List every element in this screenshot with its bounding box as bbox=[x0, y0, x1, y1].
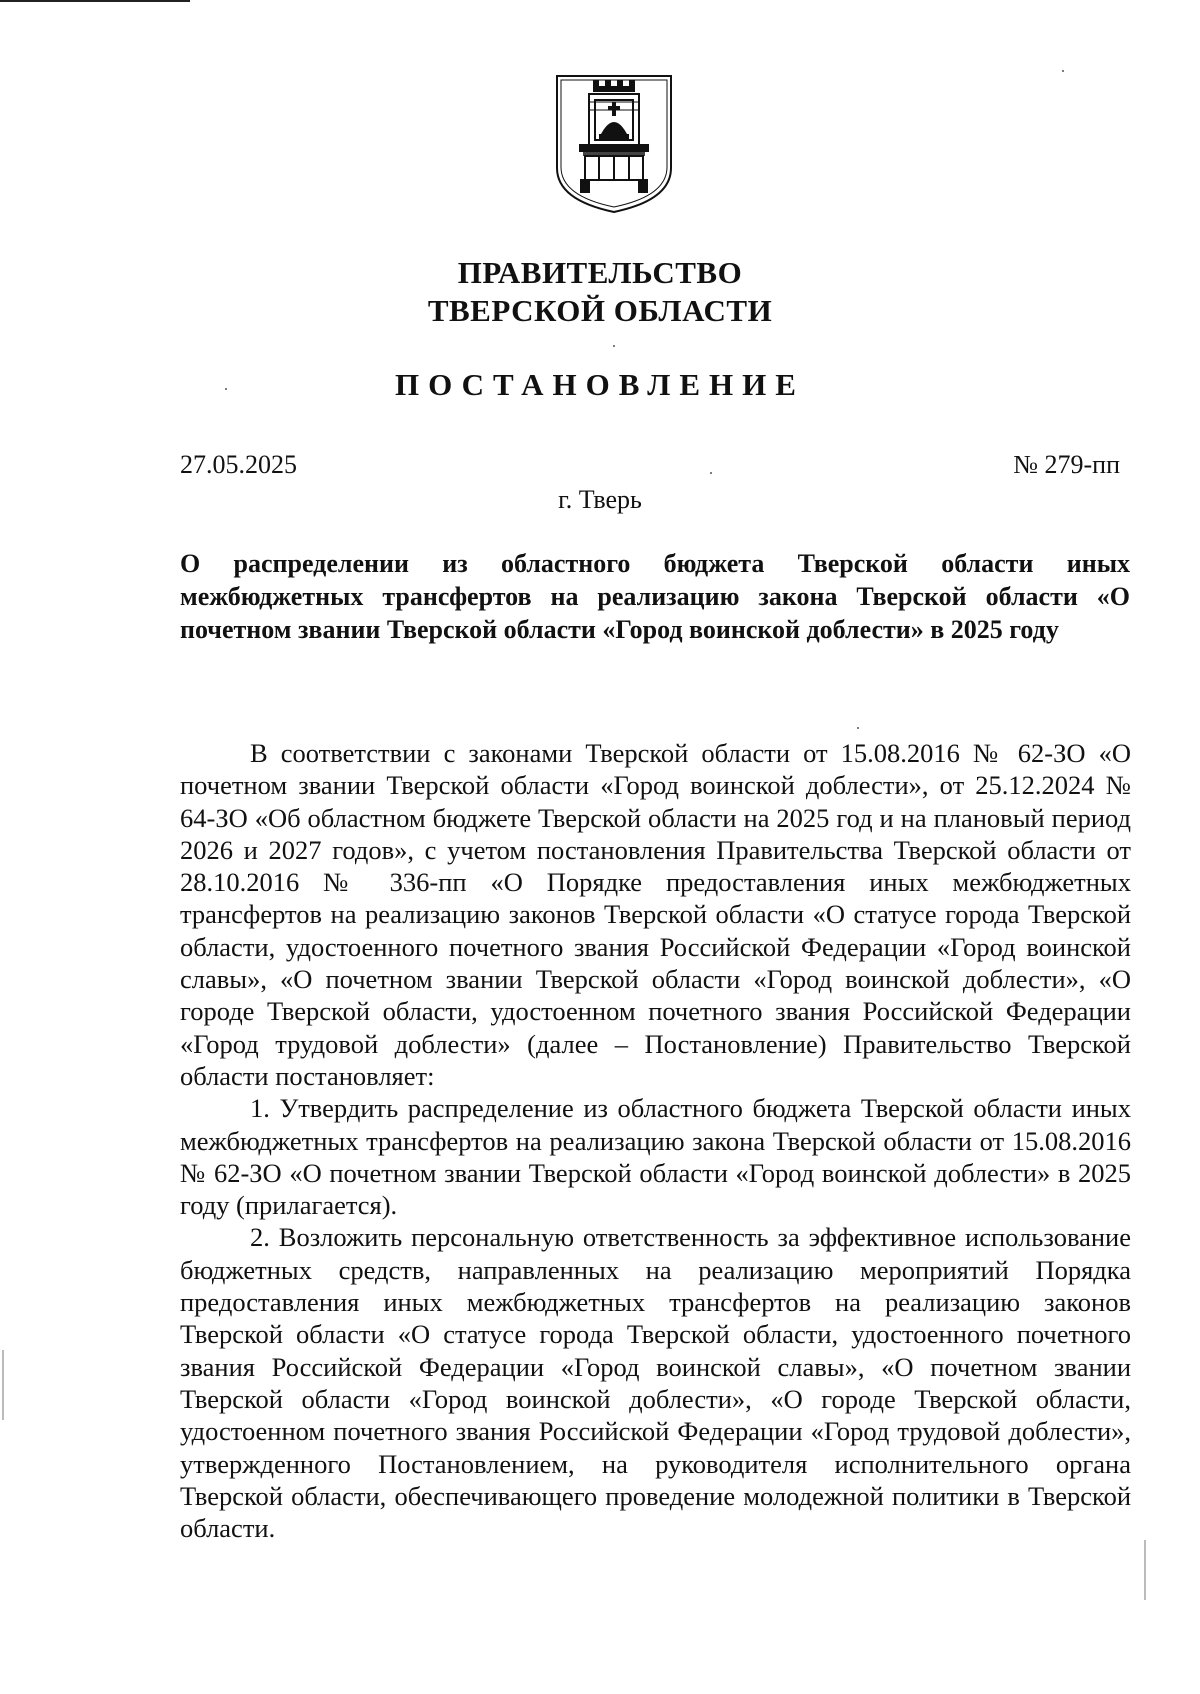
scan-edge-mark bbox=[2, 1350, 4, 1420]
scan-speck bbox=[857, 727, 859, 729]
government-title-line2: ТВЕРСКОЙ ОБЛАСТИ bbox=[427, 293, 773, 328]
body-paragraph-item-2: 2. Возложить персональную ответственность за эффективное использование бюджетных средств, направленных на реализацию мероприятий Порядка предоставления иных межбюджетных трансфертов на реализацию законов Тверской области «О статусе города Тверской области, удостоенного почетного звания Российской Федерации «Город воинской славы», «О почетном звании Тверской области «Город воинской доблести», «О городе Тверской области, удостоенном почетного звания Российской Федерации «Город трудовой доблести», утвержденного Постановлением, на руководителя исполнительного органа Тверской области, обеспечивающего проведение молодежной политики в Тверской области. bbox=[180, 1222, 1131, 1544]
government-title-line1: ПРАВИТЕЛЬСТВО bbox=[457, 255, 743, 290]
scan-speck bbox=[1062, 70, 1064, 72]
coat-of-arms-emblem bbox=[553, 72, 675, 216]
scan-speck bbox=[613, 345, 615, 347]
body-paragraph-preamble: В соответствии с законами Тверской области от 15.08.2016 № 62-ЗО «О почетном звании Тверской области «Город воинской доблести», от 25.12.2024 № 64-ЗО «Об областном бюджете Тверской области на 2025 год и на плановый период 2026 и 2027 годов», с учетом постановления Правительства Тверской области от 28.10.2016 № 336-пп «О Порядке предоставления иных межбюджетных трансфертов на реализацию законов Тверской области «О статусе города Тверской области, удостоенного почетного звания Российской Федерации «Город воинской славы», «О почетном звании Тверской области «Город воинской доблести», «О городе Тверской области, удостоенном почетного звания Российской Федерации «Город трудовой доблести» (далее – Постановление) Правительство Тверской области постановляет: bbox=[180, 738, 1131, 1091]
scan-edge-line bbox=[0, 0, 190, 2]
body-paragraph-item-1: 1. Утвердить распределение из областного бюджета Тверской области иных межбюджетных трансфертов на реализацию закона Тверской области от 15.08.2016 № 62-ЗО «О почетном звании Тверской области «Город воинской доблести» в 2025 году (прилагается). bbox=[180, 1093, 1131, 1221]
document-type-title: ПОСТАНОВЛЕНИЕ bbox=[395, 367, 805, 402]
scan-edge-mark bbox=[1144, 1540, 1146, 1600]
document-number: № 279-пп bbox=[1013, 450, 1120, 479]
scan-speck bbox=[710, 472, 712, 474]
scan-speck bbox=[225, 388, 227, 390]
document-city: г. Тверь bbox=[558, 485, 642, 514]
document-heading: О распределении из областного бюджета Тверской области иных межбюджетных трансфертов на реализацию закона Тверской области «О почетном звании Тверской области «Город воинской доблести» в 2025 году bbox=[180, 549, 1130, 644]
document-body bbox=[180, 737, 1131, 1544]
document-date: 27.05.2025 bbox=[180, 450, 297, 479]
